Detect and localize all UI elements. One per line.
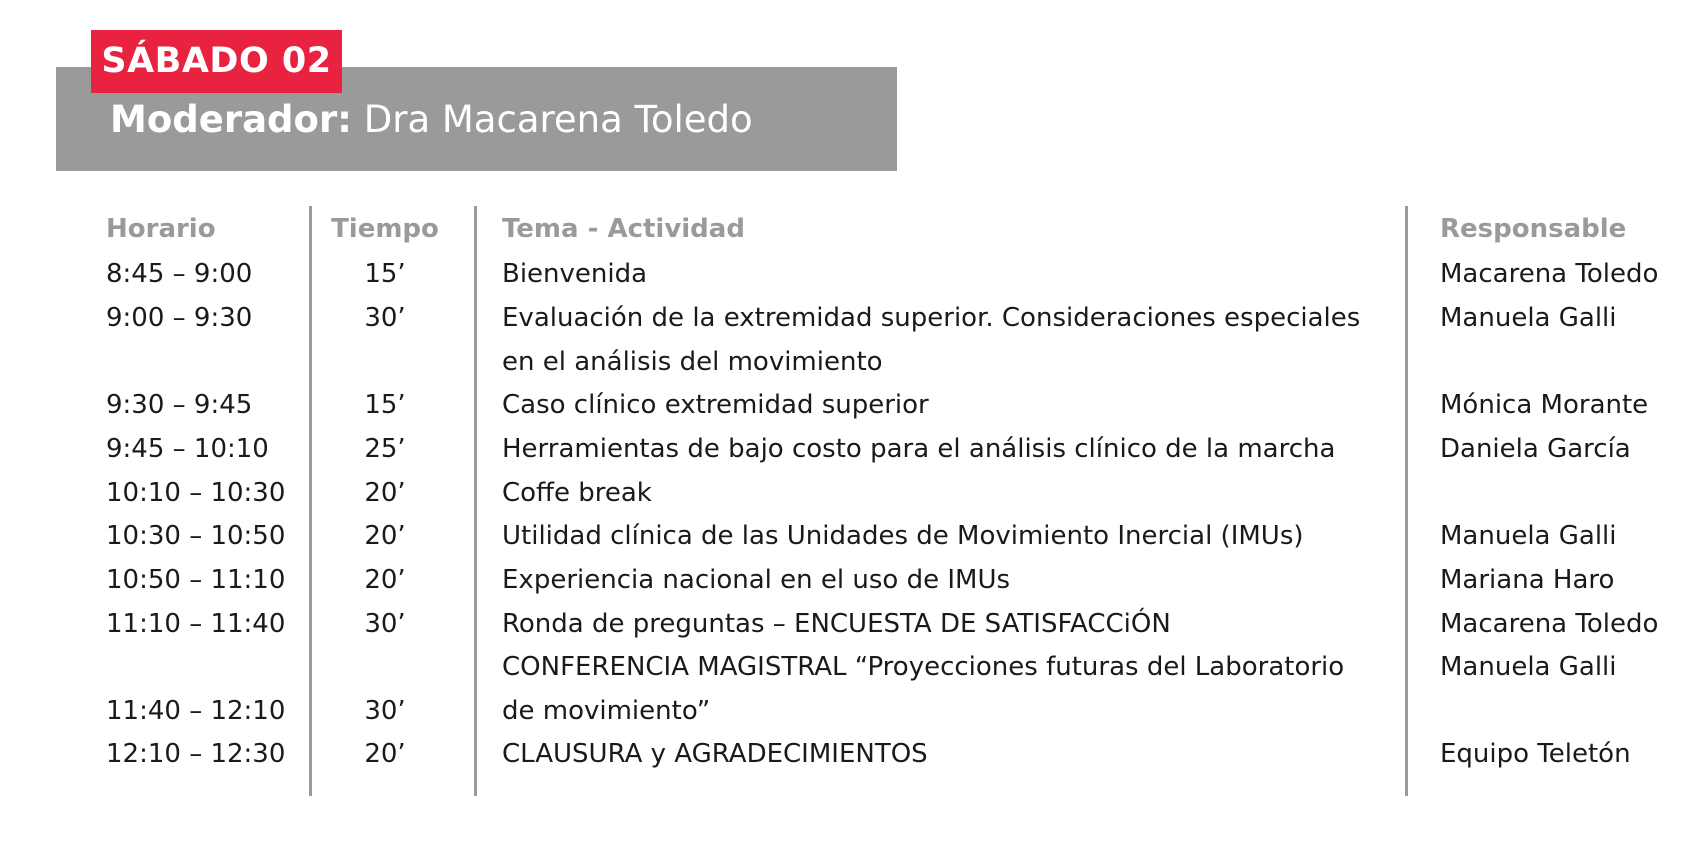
schedule-time: 10:50 – 11:10 bbox=[106, 565, 286, 595]
schedule-time: 10:30 – 10:50 bbox=[106, 521, 286, 551]
column-header-duration: Tiempo bbox=[331, 214, 439, 244]
column-divider bbox=[309, 206, 312, 796]
schedule-duration: 20’ bbox=[364, 565, 406, 595]
schedule-time: 11:10 – 11:40 bbox=[106, 609, 286, 639]
schedule-duration: 20’ bbox=[364, 478, 406, 508]
schedule-time: 8:45 – 9:00 bbox=[106, 259, 253, 289]
schedule-responsible: Equipo Teletón bbox=[1440, 739, 1631, 769]
schedule-responsible: Manuela Galli bbox=[1440, 521, 1617, 551]
day-badge: SÁBADO 02 bbox=[91, 30, 342, 93]
schedule-duration: 20’ bbox=[364, 739, 406, 769]
column-header-time: Horario bbox=[106, 214, 216, 244]
schedule-duration: 25’ bbox=[364, 434, 406, 464]
column-divider bbox=[1405, 206, 1408, 796]
moderator-line bbox=[110, 96, 753, 144]
schedule-time: 9:00 – 9:30 bbox=[106, 303, 253, 333]
schedule-responsible: Mariana Haro bbox=[1440, 565, 1615, 595]
column-header-topic: Tema - Actividad bbox=[502, 214, 745, 244]
schedule-topic: CONFERENCIA MAGISTRAL “Proyecciones futuras del Laboratorio bbox=[502, 652, 1345, 682]
schedule-topic: CLAUSURA y AGRADECIMIENTOS bbox=[502, 739, 928, 769]
schedule-time: 9:30 – 9:45 bbox=[106, 390, 253, 420]
column-header-responsible: Responsable bbox=[1440, 214, 1627, 244]
schedule-topic: Coffe break bbox=[502, 478, 652, 508]
column-divider bbox=[474, 206, 477, 796]
schedule-duration: 30’ bbox=[364, 303, 406, 333]
schedule-duration: 20’ bbox=[364, 521, 406, 551]
schedule-duration: 30’ bbox=[364, 696, 406, 726]
schedule-responsible: Mónica Morante bbox=[1440, 390, 1649, 420]
schedule-topic: Bienvenida bbox=[502, 259, 648, 289]
schedule-duration: 15’ bbox=[364, 259, 406, 289]
schedule-responsible: Daniela García bbox=[1440, 434, 1631, 464]
schedule-topic: Experiencia nacional en el uso de IMUs bbox=[502, 565, 1011, 595]
schedule-responsible: Macarena Toledo bbox=[1440, 259, 1659, 289]
schedule-topic: Caso clínico extremidad superior bbox=[502, 390, 929, 420]
schedule-duration: 15’ bbox=[364, 390, 406, 420]
schedule-time: 11:40 – 12:10 bbox=[106, 696, 286, 726]
schedule-time: 12:10 – 12:30 bbox=[106, 739, 286, 769]
schedule-topic: Ronda de preguntas – ENCUESTA DE SATISFACCiÓN bbox=[502, 609, 1171, 639]
moderator-label: Moderador: bbox=[110, 98, 352, 141]
schedule-topic: Evaluación de la extremidad superior. Consideraciones especiales bbox=[502, 303, 1361, 333]
schedule-responsible: Manuela Galli bbox=[1440, 303, 1617, 333]
schedule-time: 9:45 – 10:10 bbox=[106, 434, 269, 464]
schedule-time: 10:10 – 10:30 bbox=[106, 478, 286, 508]
schedule-responsible: Manuela Galli bbox=[1440, 652, 1617, 682]
schedule-topic-continuation: de movimiento” bbox=[502, 696, 711, 726]
schedule-duration: 30’ bbox=[364, 609, 406, 639]
schedule-topic-continuation: en el análisis del movimiento bbox=[502, 347, 883, 377]
schedule-topic: Utilidad clínica de las Unidades de Movimiento Inercial (IMUs) bbox=[502, 521, 1304, 551]
schedule-responsible: Macarena Toledo bbox=[1440, 609, 1659, 639]
schedule-topic: Herramientas de bajo costo para el análisis clínico de la marcha bbox=[502, 434, 1336, 464]
moderator-name: Dra Macarena Toledo bbox=[351, 98, 753, 141]
